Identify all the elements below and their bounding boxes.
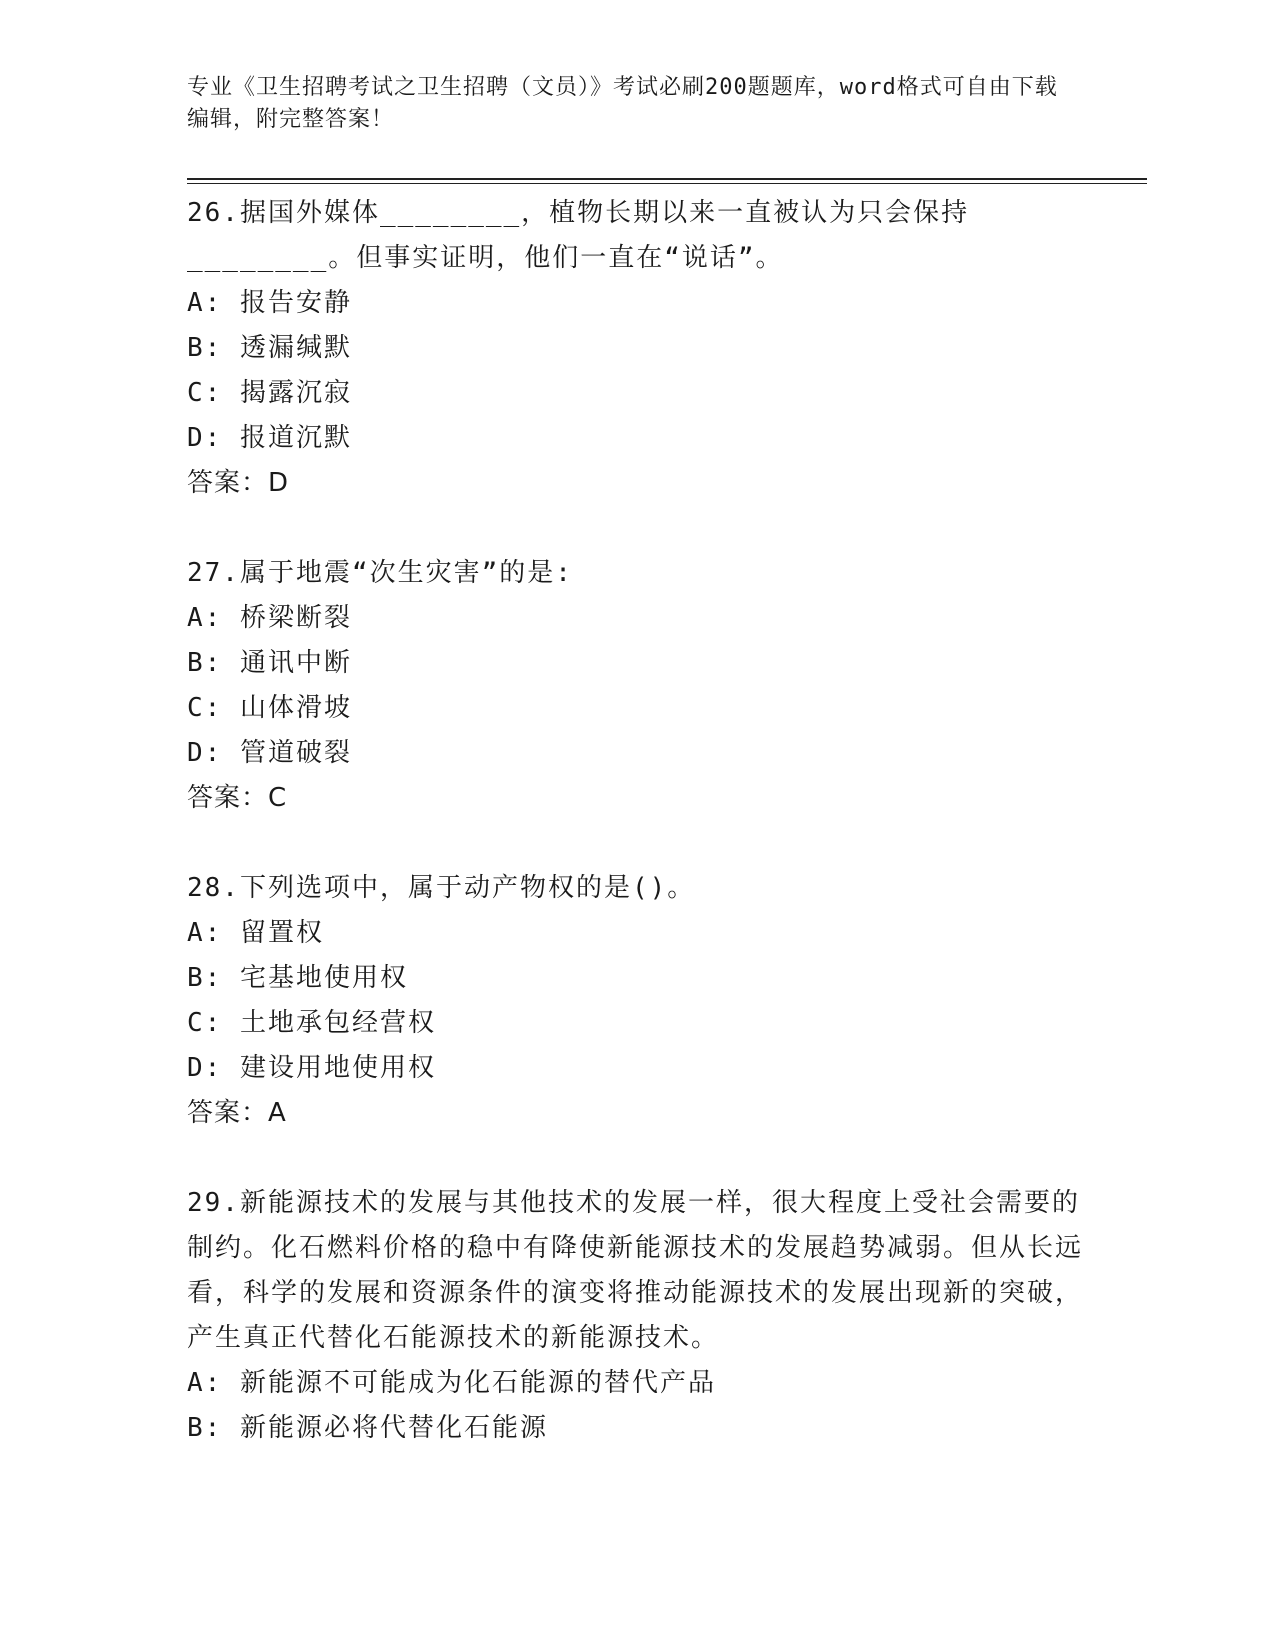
option-d: D: 管道破裂: [187, 738, 352, 768]
header-rule-thin: [187, 183, 1147, 184]
question-stem: 29.新能源技术的发展与其他技术的发展一样，很大程度上受社会需要的制约。化石燃料价格的稳中有降使新能源技术的发展趋势减弱。但从长远看，科学的发展和资源条件的演变将推动能源技术的发展出现新的突破，产生真正代替化石能源技术的新能源技术。: [187, 1188, 1084, 1353]
option-a: A: 新能源不可能成为化石能源的替代产品: [187, 1368, 716, 1398]
option-b: B: 新能源必将代替化石能源: [187, 1413, 548, 1443]
option-b: B: 透漏缄默: [187, 333, 352, 363]
option-c: C: 山体滑坡: [187, 693, 352, 723]
question-27: [187, 551, 1087, 866]
answer: 答案：A: [187, 1098, 287, 1128]
question-stem: 28.下列选项中，属于动产物权的是()。: [187, 873, 696, 903]
option-b: B: 宅基地使用权: [187, 963, 408, 993]
question-stem: 27.属于地震“次生灾害”的是:: [187, 558, 573, 588]
option-b: B: 通讯中断: [187, 648, 352, 678]
answer: 答案：D: [187, 468, 290, 498]
spacer: [187, 506, 1087, 551]
option-c: C: 土地承包经营权: [187, 1008, 436, 1038]
spacer: [187, 821, 1087, 866]
question-stem: 26.据国外媒体________，植物长期以来一直被认为只会保持________。但事实证明，他们一直在“说话”。: [187, 198, 970, 273]
spacer: [187, 1136, 1087, 1181]
option-a: A: 留置权: [187, 918, 324, 948]
option-d: D: 报道沉默: [187, 423, 352, 453]
answer: 答案：C: [187, 783, 288, 813]
option-c: C: 揭露沉寂: [187, 378, 352, 408]
question-list: [187, 191, 1087, 1451]
option-a: A: 报告安静: [187, 288, 352, 318]
option-a: A: 桥梁断裂: [187, 603, 352, 633]
question-28: [187, 866, 1087, 1181]
header-rule-thick: [187, 178, 1147, 180]
option-d: D: 建设用地使用权: [187, 1053, 436, 1083]
document-header: 专业《卫生招聘考试之卫生招聘（文员）》考试必刷200题题库，word格式可自由下载编辑，附完整答案！: [187, 75, 1058, 132]
question-29: [187, 1181, 1087, 1451]
question-26: [187, 191, 1087, 551]
